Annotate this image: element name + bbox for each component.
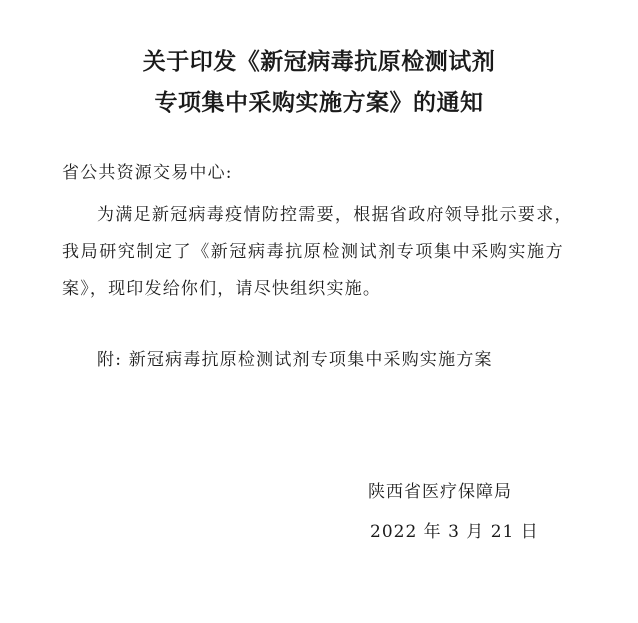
paragraph-line-1: 为满足新冠病毒疫情防控需要，根据省政府领导批示要求， (97, 205, 573, 225)
addressee: 省公共资源交易中心: (62, 163, 233, 183)
paragraph-line-2: 我局研究制定了《新冠病毒抗原检测试剂专项集中采购实施方 (62, 242, 565, 262)
issue-date: 2022 年 3 月 21 日 (370, 522, 539, 542)
issuing-authority: 陕西省医疗保障局 (368, 482, 512, 502)
attachment-note: 附: 新冠病毒抗原检测试剂专项集中采购实施方案 (97, 350, 493, 370)
document-title-line-1: 关于印发《新冠病毒抗原检测试剂 (142, 48, 496, 75)
paragraph-line-3: 案》，现印发给你们，请尽快组织实施。 (62, 279, 382, 299)
document-title-line-2: 专项集中采购实施方案》的通知 (154, 89, 484, 116)
